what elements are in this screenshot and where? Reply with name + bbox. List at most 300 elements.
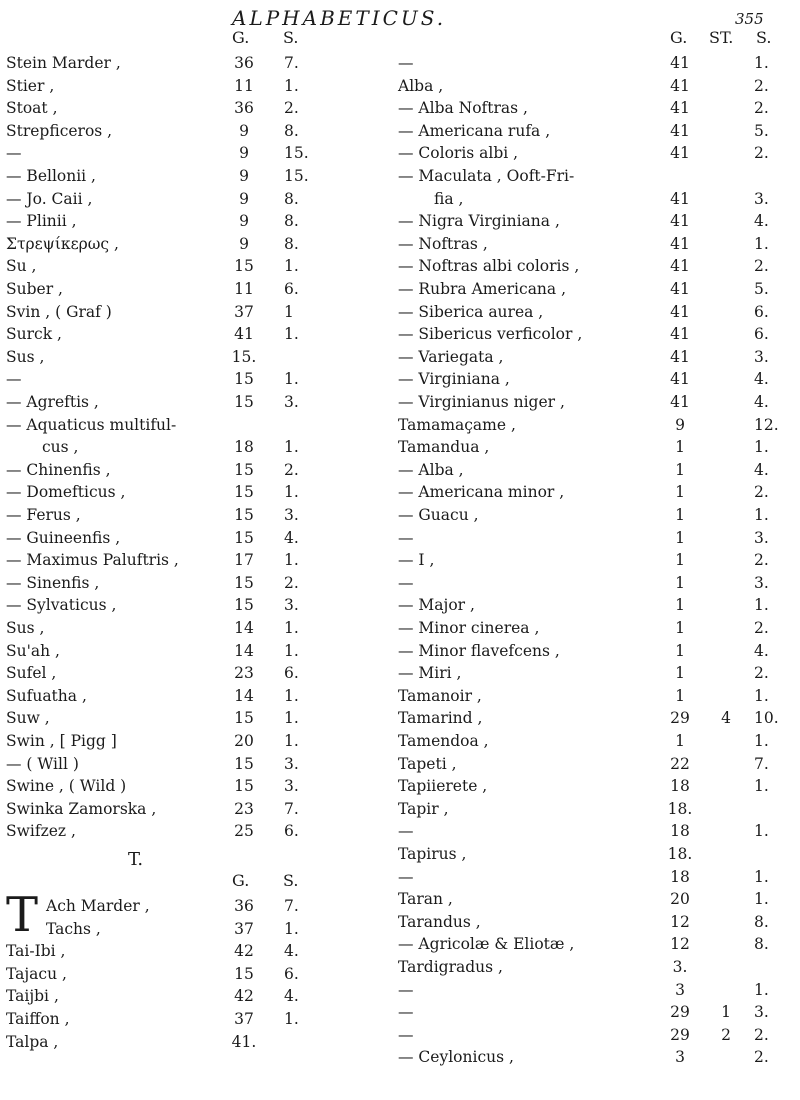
index-entry bbox=[6, 97, 398, 120]
entry-genus-number: 1 bbox=[675, 551, 685, 570]
index-entry bbox=[6, 685, 398, 708]
entry-species-number: 8. bbox=[754, 912, 769, 931]
index-entry bbox=[398, 459, 798, 482]
entry-genus-number: 18 bbox=[670, 867, 690, 886]
entry-genus-number: 29 bbox=[670, 1003, 690, 1022]
entry-genus-number: 15 bbox=[234, 393, 254, 411]
entry-genus-number: 15 bbox=[234, 754, 254, 773]
entry-name: Strepficeros , bbox=[6, 121, 113, 140]
entry-species-number: 5. bbox=[754, 121, 769, 140]
entry-genus-number: 25 bbox=[234, 822, 254, 841]
entry-species-number: 15. bbox=[284, 144, 309, 163]
index-entry bbox=[6, 233, 398, 256]
index-entry bbox=[398, 820, 798, 843]
entry-name: Tamanoir , bbox=[398, 686, 482, 705]
left-col-header-s: S. bbox=[283, 28, 299, 47]
entry-name: — Noftras , bbox=[398, 234, 488, 253]
entry-name: Talpa , bbox=[6, 1032, 59, 1051]
entry-species-number: 4. bbox=[754, 460, 769, 479]
entry-species-number: 6. bbox=[284, 822, 299, 841]
entry-genus-number: 15. bbox=[231, 347, 257, 366]
entry-species-number: 1. bbox=[284, 732, 299, 750]
entry-genus-number: 41 bbox=[670, 54, 690, 72]
entry-name: — Agreftis , bbox=[6, 393, 99, 411]
entry-species-number: 8. bbox=[284, 189, 299, 208]
section-heading-t: T. bbox=[128, 849, 144, 870]
entry-genus-number: 18 bbox=[670, 822, 690, 841]
index-entry bbox=[398, 210, 798, 233]
index-entry bbox=[398, 278, 798, 301]
entry-name: Stoat , bbox=[6, 99, 58, 118]
entry-species-number: 3. bbox=[284, 506, 299, 524]
entry-name: Sufel , bbox=[6, 664, 57, 683]
entry-species-number: 4. bbox=[754, 212, 769, 231]
entry-name: — Coloris albi , bbox=[398, 144, 519, 163]
entry-genus-number: 41 bbox=[670, 347, 690, 366]
entry-name: — bbox=[398, 528, 414, 547]
index-entry bbox=[398, 188, 798, 211]
entry-species-number: 1. bbox=[284, 370, 299, 389]
entry-species-number: 7. bbox=[284, 799, 299, 818]
index-entry bbox=[398, 662, 798, 685]
t-section-col-header-s: S. bbox=[283, 871, 299, 890]
index-entry bbox=[398, 685, 798, 708]
index-entry bbox=[6, 662, 398, 685]
entry-genus-number: 41 bbox=[670, 257, 690, 276]
index-entry bbox=[6, 346, 398, 369]
entry-name: cus , bbox=[42, 438, 79, 457]
index-entry bbox=[398, 933, 798, 956]
entry-species-number: 1. bbox=[284, 686, 299, 705]
entry-species-number: 1. bbox=[754, 438, 769, 457]
entry-species-number: 4. bbox=[754, 370, 769, 389]
entry-genus-number: 41 bbox=[670, 393, 690, 411]
entry-name: — Aquaticus multiful- bbox=[6, 415, 177, 434]
entry-name: — Ceylonicus , bbox=[398, 1048, 514, 1067]
index-entry bbox=[398, 617, 798, 640]
entry-name: Tamendoa , bbox=[398, 732, 489, 750]
entry-genus-number: 9 bbox=[239, 121, 249, 140]
entry-genus-number: 41 bbox=[670, 325, 690, 344]
entry-genus-number: 15 bbox=[234, 257, 254, 276]
entry-name: — Agricolæ & Eliotæ , bbox=[398, 935, 575, 954]
entry-genus-number: 36 bbox=[234, 897, 254, 915]
entry-genus-number: 1 bbox=[675, 732, 685, 750]
entry-genus-number: 3 bbox=[675, 980, 685, 999]
entry-name: Tachs , bbox=[46, 919, 101, 938]
entry-name: — Major , bbox=[398, 596, 475, 615]
entry-name: — bbox=[398, 867, 414, 886]
entry-name: — Guacu , bbox=[398, 506, 479, 524]
entry-species-number: 1. bbox=[754, 686, 769, 705]
entry-species-number: 3. bbox=[754, 573, 769, 592]
index-entry bbox=[398, 594, 798, 617]
entry-species-number: 2. bbox=[754, 1025, 769, 1044]
index-entry bbox=[6, 165, 398, 188]
index-entry bbox=[6, 730, 398, 753]
entry-genus-number: 15 bbox=[234, 460, 254, 479]
entry-name: Tarandus , bbox=[398, 912, 481, 931]
entry-name: — Minor flavefcens , bbox=[398, 641, 560, 660]
entry-genus-number: 41 bbox=[670, 302, 690, 321]
index-entry bbox=[398, 75, 798, 98]
entry-genus-number: 41 bbox=[670, 121, 690, 140]
index-entry bbox=[6, 549, 398, 572]
entry-species-number: 3. bbox=[754, 528, 769, 547]
entry-genus-number: 11 bbox=[234, 280, 254, 298]
index-entry bbox=[6, 820, 398, 843]
index-entry bbox=[398, 414, 798, 437]
entry-name: — ( Will ) bbox=[6, 754, 79, 773]
entry-name: — Siberica aurea , bbox=[398, 302, 544, 321]
index-entry bbox=[6, 798, 398, 821]
entry-species-number: 8. bbox=[284, 121, 299, 140]
entry-genus-number: 41 bbox=[670, 144, 690, 163]
entry-name: — bbox=[398, 1025, 414, 1044]
entry-genus-number: 15 bbox=[234, 964, 254, 983]
entry-genus-number: 17 bbox=[234, 551, 254, 570]
entry-species-number: 1. bbox=[284, 325, 299, 344]
index-entry bbox=[398, 165, 798, 188]
entry-name: Tajacu , bbox=[6, 964, 67, 983]
index-entry bbox=[398, 1046, 798, 1069]
index-entry bbox=[398, 956, 798, 979]
entry-species-number: 5. bbox=[754, 280, 769, 298]
right-col-header-g: G. bbox=[670, 28, 688, 47]
entry-genus-number: 1 bbox=[675, 483, 685, 502]
index-entry bbox=[6, 753, 398, 776]
entry-genus-number: 9 bbox=[239, 234, 249, 253]
index-entry bbox=[398, 120, 798, 143]
entry-species-number: 1. bbox=[284, 709, 299, 728]
entry-name: — Sinenfis , bbox=[6, 573, 100, 592]
entry-species-number: 1. bbox=[284, 438, 299, 457]
entry-genus-number: 18. bbox=[667, 845, 693, 863]
entry-genus-number: 14 bbox=[234, 619, 254, 637]
index-entry bbox=[398, 323, 798, 346]
entry-name: Tapiierete , bbox=[398, 777, 488, 796]
entry-genus-number: 1 bbox=[675, 641, 685, 660]
index-entry bbox=[6, 1031, 398, 1054]
entry-species-number: 1. bbox=[754, 980, 769, 999]
entry-species-number: 2. bbox=[754, 664, 769, 683]
entry-name: — Americana minor , bbox=[398, 483, 565, 502]
index-entry bbox=[6, 775, 398, 798]
index-entry bbox=[6, 75, 398, 98]
entry-name: Swinka Zamorska , bbox=[6, 799, 157, 818]
entry-species-number: 6. bbox=[754, 302, 769, 321]
entry-species-number: 1. bbox=[284, 257, 299, 276]
entry-name: — bbox=[6, 370, 22, 389]
index-entry bbox=[398, 1001, 798, 1024]
entry-name: Suber , bbox=[6, 280, 63, 298]
index-entry bbox=[398, 142, 798, 165]
entry-name: Sufuatha , bbox=[6, 686, 87, 705]
entry-genus-number: 14 bbox=[234, 686, 254, 705]
entry-genus-number: 11 bbox=[234, 76, 254, 95]
entry-species-number: 1. bbox=[754, 732, 769, 750]
index-entry bbox=[6, 1008, 398, 1031]
entry-name: — bbox=[6, 144, 22, 163]
entry-name: Su'ah , bbox=[6, 641, 60, 660]
index-entry bbox=[6, 572, 398, 595]
index-entry bbox=[398, 233, 798, 256]
index-entry bbox=[398, 504, 798, 527]
entry-genus-number: 41 bbox=[234, 325, 254, 344]
entry-genus-number: 9 bbox=[239, 144, 249, 163]
entry-species-number: 1 bbox=[284, 302, 294, 321]
entry-species-number: 2. bbox=[754, 483, 769, 502]
entry-name: — Noftras albi coloris , bbox=[398, 257, 580, 276]
entry-name: Tai-Ibi , bbox=[6, 942, 66, 961]
entry-name: Swifzez , bbox=[6, 822, 76, 841]
entry-species-number: 1. bbox=[754, 234, 769, 253]
index-entry bbox=[6, 617, 398, 640]
entry-species-number: 2. bbox=[284, 573, 299, 592]
entry-species-number: 3. bbox=[754, 1003, 769, 1022]
entry-genus-number: 1 bbox=[675, 686, 685, 705]
index-entry bbox=[398, 866, 798, 889]
entry-species-number: 4. bbox=[754, 393, 769, 411]
index-entry bbox=[6, 52, 398, 75]
entry-name: — Bellonii , bbox=[6, 167, 96, 185]
index-entry bbox=[6, 459, 398, 482]
entry-name: Taiffon , bbox=[6, 1010, 70, 1028]
index-entry bbox=[6, 963, 398, 986]
right-col-header-s: S. bbox=[756, 28, 772, 47]
entry-genus-number: 41 bbox=[670, 370, 690, 389]
index-entry bbox=[6, 368, 398, 391]
entry-name: — Rubra Americana , bbox=[398, 280, 567, 298]
entry-genus-number: 3 bbox=[675, 1048, 685, 1067]
entry-genus-number: 41 bbox=[670, 234, 690, 253]
index-entry bbox=[6, 940, 398, 963]
index-entry bbox=[398, 549, 798, 572]
entry-genus-number: 18 bbox=[670, 777, 690, 796]
entry-genus-number: 42 bbox=[234, 987, 254, 1006]
entry-subtype-number: 2 bbox=[721, 1025, 731, 1044]
entry-species-number: 2. bbox=[754, 76, 769, 95]
entry-genus-number: 23 bbox=[234, 799, 254, 818]
entry-name: — bbox=[398, 980, 414, 999]
entry-name: Surck , bbox=[6, 325, 62, 344]
index-entry bbox=[6, 481, 398, 504]
entry-name: — Alba Noftras , bbox=[398, 99, 528, 118]
index-entry bbox=[6, 188, 398, 211]
index-entry bbox=[398, 1024, 798, 1047]
entry-genus-number: 1 bbox=[675, 506, 685, 524]
entry-species-number: 7. bbox=[754, 754, 769, 773]
entry-species-number: 2. bbox=[284, 460, 299, 479]
right-col-header-st: ST. bbox=[709, 28, 734, 47]
entry-species-number: 2. bbox=[754, 551, 769, 570]
index-entry bbox=[398, 368, 798, 391]
entry-species-number: 8. bbox=[284, 212, 299, 231]
entry-genus-number: 1 bbox=[675, 460, 685, 479]
entry-name: — Sibericus verficolor , bbox=[398, 325, 583, 344]
entry-species-number: 6. bbox=[284, 280, 299, 298]
entry-name: Tapir , bbox=[398, 799, 449, 818]
entry-name: Tapeti , bbox=[398, 754, 457, 773]
entry-name: — Maximus Paluftris , bbox=[6, 551, 179, 570]
entry-name: — Maculata , Ooft-Fri- bbox=[398, 167, 575, 185]
index-entry bbox=[398, 775, 798, 798]
entry-species-number: 6. bbox=[754, 325, 769, 344]
entry-name: — Alba , bbox=[398, 460, 464, 479]
entry-genus-number: 15 bbox=[234, 777, 254, 796]
entry-genus-number: 1 bbox=[675, 619, 685, 637]
entry-genus-number: 23 bbox=[234, 664, 254, 683]
index-entry bbox=[6, 255, 398, 278]
entry-name: Svin , ( Graf ) bbox=[6, 302, 112, 321]
index-entry bbox=[398, 888, 798, 911]
index-entry bbox=[6, 640, 398, 663]
entry-name: Tapirus , bbox=[398, 845, 467, 863]
entry-species-number: 1. bbox=[754, 890, 769, 909]
entry-name: — I , bbox=[398, 551, 435, 570]
entry-name: — bbox=[398, 54, 414, 72]
entry-genus-number: 18 bbox=[234, 438, 254, 457]
entry-species-number: 7. bbox=[284, 897, 299, 915]
entry-name: — Virginiana , bbox=[398, 370, 510, 389]
index-entry bbox=[6, 301, 398, 324]
entry-genus-number: 9 bbox=[675, 415, 685, 434]
entry-species-number: 2. bbox=[754, 144, 769, 163]
entry-name: — Virginianus niger , bbox=[398, 393, 565, 411]
entry-species-number: 2. bbox=[754, 1048, 769, 1067]
entry-genus-number: 41. bbox=[231, 1032, 257, 1051]
entry-name: — Minor cinerea , bbox=[398, 619, 540, 637]
entry-genus-number: 41 bbox=[670, 212, 690, 231]
entry-species-number: 10. bbox=[754, 709, 779, 728]
entry-genus-number: 20 bbox=[670, 890, 690, 909]
entry-genus-number: 29 bbox=[670, 1025, 690, 1044]
index-entry bbox=[6, 436, 398, 459]
index-entry bbox=[6, 594, 398, 617]
entry-genus-number: 37 bbox=[234, 1010, 254, 1028]
entry-species-number: 1. bbox=[754, 777, 769, 796]
entry-name: — Americana rufa , bbox=[398, 121, 551, 140]
entry-name: — Ferus , bbox=[6, 506, 81, 524]
index-entry bbox=[6, 120, 398, 143]
index-entry bbox=[398, 753, 798, 776]
entry-genus-number: 15 bbox=[234, 709, 254, 728]
entry-species-number: 1. bbox=[754, 822, 769, 841]
entry-name: Su , bbox=[6, 257, 37, 276]
entry-genus-number: 15 bbox=[234, 483, 254, 502]
entry-genus-number: 29 bbox=[670, 709, 690, 728]
index-entry bbox=[6, 707, 398, 730]
index-entry bbox=[6, 527, 398, 550]
entry-species-number: 3. bbox=[754, 189, 769, 208]
entry-genus-number: 41 bbox=[670, 99, 690, 118]
entry-species-number: 3. bbox=[284, 393, 299, 411]
entry-species-number: 4. bbox=[284, 942, 299, 961]
entry-genus-number: 36 bbox=[234, 54, 254, 72]
entry-species-number: 1. bbox=[284, 551, 299, 570]
entry-species-number: 1. bbox=[754, 596, 769, 615]
entry-genus-number: 3. bbox=[672, 958, 688, 976]
entry-name: — Guineenfis , bbox=[6, 528, 121, 547]
index-entry bbox=[398, 391, 798, 414]
index-entry bbox=[398, 979, 798, 1002]
entry-name: Tamarind , bbox=[398, 709, 483, 728]
entry-genus-number: 36 bbox=[234, 99, 254, 118]
entry-name: — Sylvaticus , bbox=[6, 596, 117, 615]
index-entry bbox=[398, 572, 798, 595]
entry-name: Taijbi , bbox=[6, 987, 59, 1006]
index-entry bbox=[398, 730, 798, 753]
entry-name: Sus , bbox=[6, 347, 45, 366]
index-entry bbox=[6, 278, 398, 301]
index-entry bbox=[398, 255, 798, 278]
entry-species-number: 8. bbox=[754, 935, 769, 954]
entry-name: — Nigra Virginiana , bbox=[398, 212, 560, 231]
index-entry bbox=[398, 640, 798, 663]
index-entry bbox=[6, 504, 398, 527]
entry-name: Stier , bbox=[6, 76, 55, 95]
entry-species-number: 1. bbox=[754, 54, 769, 72]
entry-species-number: 1. bbox=[284, 1010, 299, 1028]
entry-name: — Domefticus , bbox=[6, 483, 126, 502]
entry-species-number: 1. bbox=[284, 619, 299, 637]
entry-name: — Jo. Caii , bbox=[6, 189, 93, 208]
entry-genus-number: 9 bbox=[239, 189, 249, 208]
entry-name: — bbox=[398, 573, 414, 592]
entry-name: — Variegata , bbox=[398, 347, 504, 366]
entry-species-number: 12. bbox=[754, 415, 779, 434]
entry-species-number: 2. bbox=[754, 619, 769, 637]
index-entry bbox=[398, 97, 798, 120]
entry-species-number: 6. bbox=[284, 664, 299, 683]
entry-species-number: 3. bbox=[284, 596, 299, 615]
entry-species-number: 4. bbox=[284, 528, 299, 547]
entry-species-number: 6. bbox=[284, 964, 299, 983]
index-entry bbox=[398, 346, 798, 369]
entry-genus-number: 15 bbox=[234, 370, 254, 389]
index-entry bbox=[6, 895, 398, 918]
entry-genus-number: 20 bbox=[234, 732, 254, 750]
index-entry bbox=[6, 391, 398, 414]
entry-genus-number: 41 bbox=[670, 280, 690, 298]
entry-genus-number: 1 bbox=[675, 438, 685, 457]
index-entry bbox=[398, 481, 798, 504]
entry-species-number: 1. bbox=[754, 867, 769, 886]
entry-genus-number: 15 bbox=[234, 528, 254, 547]
entry-genus-number: 9 bbox=[239, 167, 249, 185]
entry-species-number: 1. bbox=[754, 506, 769, 524]
entry-species-number: 8. bbox=[284, 234, 299, 253]
entry-genus-number: 18. bbox=[667, 799, 693, 818]
entry-species-number: 1. bbox=[284, 76, 299, 95]
drop-cap-initial: T bbox=[6, 887, 39, 943]
entry-name: Tardigradus , bbox=[398, 958, 503, 976]
entry-name: Tamandua , bbox=[398, 438, 490, 457]
entry-species-number: 1. bbox=[284, 483, 299, 502]
index-entry bbox=[6, 918, 398, 941]
entry-genus-number: 15 bbox=[234, 506, 254, 524]
index-entry bbox=[398, 843, 798, 866]
entry-name: — Chinenfis , bbox=[6, 460, 111, 479]
entry-name: Στρεψίκερως , bbox=[6, 234, 119, 253]
running-title: ALPHABETICUS. bbox=[232, 6, 447, 30]
page-number: 355 bbox=[735, 10, 764, 28]
entry-species-number: 3. bbox=[754, 347, 769, 366]
entry-name: Alba , bbox=[398, 76, 444, 95]
entry-species-number: 1. bbox=[284, 641, 299, 660]
entry-genus-number: 41 bbox=[670, 189, 690, 208]
index-entry bbox=[398, 301, 798, 324]
